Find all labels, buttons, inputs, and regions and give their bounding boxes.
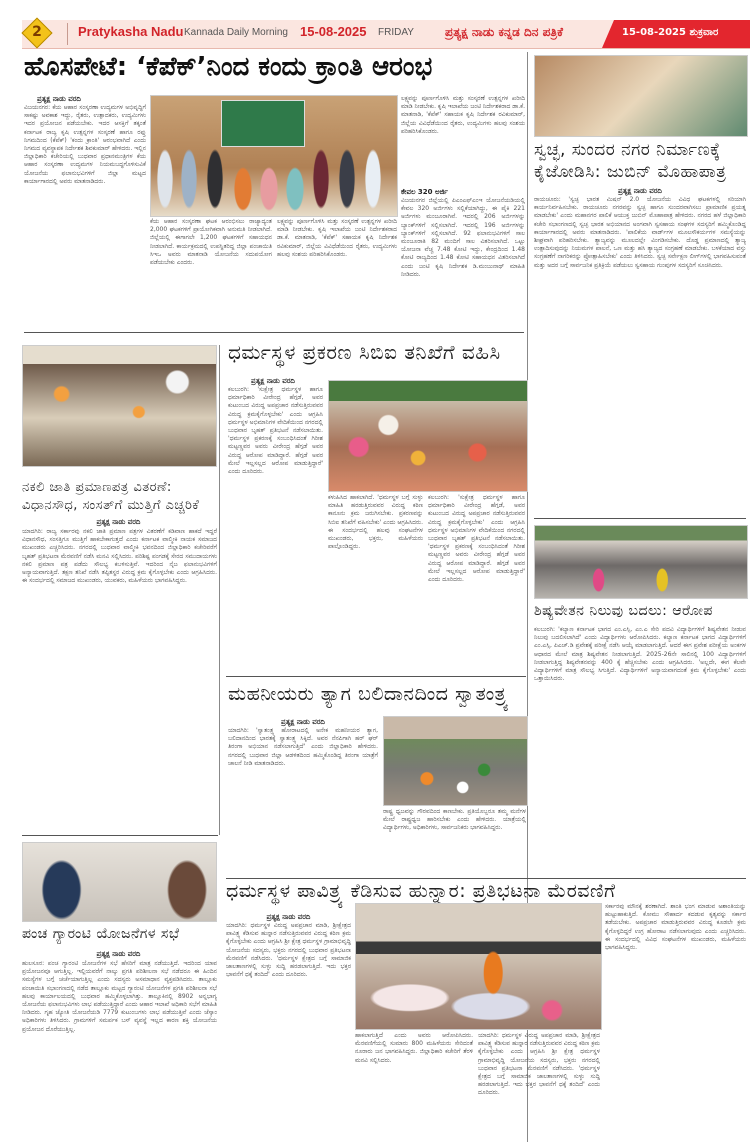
byline-swachh: ಪ್ರತ್ಯಕ್ಷ ನಾಡು ವರದಿ (618, 187, 662, 195)
swachh-photo (534, 55, 748, 137)
scholarship-body: ಕಲಬುರಗಿ: 'ಕಲ್ಯಾಣ ಕರ್ನಾಟಕ ಭಾಗದ ಎಂ.ಎಸ್ಸಿ, ಎಂ.ಎ ಸೇರಿ ಪದವಿ ವಿದ್ಯಾರ್ಥಿಗಳಿಗೆ ಶಿಷ್ಯವೇತನ ನೀಡುವ ನಿಲುವು ಬದಲಿಸಲಾಗಿದೆ' ಎಂದು ವಿದ್ಯಾರ್ಥಿಗಳು ಆರೋಪಿಸಿದರು. ಕಲ್ಯಾಣ ಕರ್ನಾಟಕ ಭಾಗದ ವಿದ್ಯಾರ್ಥಿಗಳಿಗೆ ಎಂ.ಎಸ್ಸಿ, ಪಿಎಚ್.ಡಿ ಪ್ರವೇಶಕ್ಕೆ ಪರೀಕ್ಷೆ ನಡೆಸಿ ಆಯ್ಕೆ ಮಾಡಲಾಗುತ್ತಿದೆ. ಆದರೆ ಈಗ ಪ್ರವೇಶ ಪರೀಕ್ಷೆಯ ಅಂಕಗಳ ಆಧಾರದ ಮೇಲೆ ಮಾತ್ರ ಶಿಷ್ಯವೇತನ ನೀಡಲಾಗುತ್ತಿದೆ. 2025-26ನೇ ಸಾಲಿನಲ್ಲಿ 100 ವಿದ್ಯಾರ್ಥಿಗಳಿಗೆ ನೀಡಲಾಗುತ್ತಿದ್ದ ಶಿಷ್ಯವೇತನವನ್ನು 400 ಕ್ಕೆ ಹೆಚ್ಚಿಸಬೇಕು ಎಂದು ಆಗ್ರಹಿಸಿದರು. 'ಅಲ್ಲದೇ, ಈಗ ಕೆಲವೇ ವಿದ್ಯಾರ್ಥಿಗಳಿಗೆ ಮಾತ್ರ ಸೌಲಭ್ಯ ಸಿಗುತ್ತಿದೆ. ವಿದ್ಯಾರ್ಥಿಗಳಿಗೆ ಅನ್ಯಾಯವಾಗದಂತೆ ಕ್ರಮ ಕೈಗೊಳ್ಳಬೇಕು' ಎಂದು ಒತ್ತಾಯಿಸಿದರು. (534, 626, 746, 683)
section-rule (226, 878, 746, 879)
date-kannada: 15-08-2025 ಶುಕ್ರವಾರ (622, 27, 719, 38)
headline-dharmasthala-cbi: ಧರ್ಮಸ್ಥಳ ಪ್ರಕರಣ ಸಿಬಿಐ ತನಿಖೆಗೆ ವಹಿಸಿ (228, 340, 501, 364)
page-number: 2 (32, 24, 42, 40)
independence-body-1: ಯಾದಗಿರಿ: 'ಸ್ವಾತಂತ್ರ್ಯ ಹೋರಾಟದಲ್ಲಿ ಅನೇಕ ಮಹನೀಯರ ತ್ಯಾಗ, ಬಲಿದಾನದಿಂದ ಭಾರತಕ್ಕೆ ಸ್ವಾತಂತ್ರ್ಯ ಸಿಕ್ಕಿದೆ. ಅವರ ನೆನಪಿಗಾಗಿ ಹರ್ ಘರ್ ತಿರಂಗಾ ಅಭಿಯಾನ ನಡೆಸಲಾಗುತ್ತಿದೆ' ಎಂದು ಜಿಲ್ಲಾಧಿಕಾರಿ ಹೇಳಿದರು. ನಗರದಲ್ಲಿ ಬುಧವಾರ ಜಿಲ್ಲಾ ಆಡಳಿತದಿಂದ ಹಮ್ಮಿಕೊಂಡಿದ್ದ ತಿರಂಗಾ ಯಾತ್ರೆಗೆ ಚಾಲನೆ ನೀಡಿ ಮಾತನಾಡಿದರು. (228, 727, 378, 767)
dharmasthala-protest-photo (355, 903, 602, 1030)
guarantee-photo (22, 842, 217, 922)
paper-day: FRIDAY (378, 27, 414, 38)
headline-kpec: ಹೊಸಪೇಟೆ: ‘ಕೆಪೆಕ್’ನಿಂದ ಕಂದು ಕ್ರಾಂತಿ ಆರಂಭ (24, 52, 433, 82)
paper-name: Pratykasha Nadu (78, 24, 184, 39)
guarantee-body: ಹುಲಸೂರ: ಪಂಚ ಗ್ಯಾರಂಟಿ ಯೋಜನೆಗಳ ಸಭೆ ಹೆಸರಿಗೆ ಮಾತ್ರ ನಡೆಯುತ್ತಿದೆ. ಇದರಿಂದ ಯಾವ ಪ್ರಯೋಜನವೂ ಆಗುತ್ತಿಲ್ಲ. ಇಲ್ಲಿಯವರೆಗೆ ನಾಲ್ಕು ಪ್ರಗತಿ ಪರಿಶೀಲನಾ ಸಭೆ ನಡೆದರೂ ಈ ಹಿಂದಿನ ಸಮಸ್ಯೆಗಳ ಬಗ್ಗೆ ಚರ್ಚೆಯಾಗುತ್ತಿಲ್ಲ ಎಂದು ಸದಸ್ಯರು ಅಸಮಾಧಾನ ವ್ಯಕ್ತಪಡಿಸಿದರು. ತಾಲ್ಲೂಕು ಪಂಚಾಯಿತಿ ಸಭಾಂಗಣದಲ್ಲಿ ನಡೆದ ತಾಲ್ಲೂಕು ಮಟ್ಟದ ಗ್ಯಾರಂಟಿ ಯೋಜನೆಗಳ ಪ್ರಗತಿ ಪರಿಶೀಲನಾ ಸಭೆ ಹಲವು ಕಾರ್ಯಾಲಯದಲ್ಲಿ ಬುಧವಾರ ಹಮ್ಮಿಕೊಳ್ಳಲಾಗಿತ್ತು. ತಾಲ್ಲೂಕಿನಲ್ಲಿ 8902 ಅನ್ನಭಾಗ್ಯ ಯೋಜನೆಯ ಫಲಾನುಭವಿಗಳು ಲಾಭ ಪಡೆಯುತ್ತಿದ್ದಾರೆ ಎಂದು ಆಹಾರ ಇಲಾಖೆ ಅಧಿಕಾರಿ ಸಭೆಗೆ ಮಾಹಿತಿ ನೀಡಿದರು. ಗೃಹ ಜ್ಯೋತಿ ಯೋಜನೆಯಡಿ 7779 ಕುಟುಂಬಗಳು ಲಾಭ ಪಡೆಯುತ್ತಿವೆ ಎಂದು ಜೆಸ್ಕಾಂ ಅಧಿಕಾರಿಗಳು ತಿಳಿಸಿದರು. ಗ್ರಾಮಗಳಿಗೆ ಸಮರ್ಪಕ ಬಸ್ ವ್ಯವಸ್ಥೆ ಇಲ್ಲದ ಕಾರಣ ಶಕ್ತಿ ಯೋಜನೆಯ ಪ್ರಯೋಜನ ದೊರೆಯುತ್ತಿಲ್ಲ. (22, 960, 217, 1033)
headline-fake-caste-line2: ವಿಧಾನಸೌಧ, ಸಂಸತ್‌ಗೆ ಮುತ್ತಿಗೆ ಎಚ್ಚರಿಕೆ (22, 498, 200, 513)
byline-fake-caste: ಪ್ರತ್ಯಕ್ಷ ನಾಡು ವರದಿ (96, 518, 141, 526)
kpec-subhead: ಕೇವಲ 320 ಅರ್ಜಿ (401, 188, 448, 196)
fake-caste-photo (22, 345, 217, 467)
section-rule (24, 332, 524, 333)
swachh-body: ರಾಯಚೂರು: 'ಸ್ವಚ್ಛ ಭಾರತ ಮಿಷನ್ 2.0 ಯೋಜನೆಯ ವಿವಿಧ ಘಟಕಗಳಲ್ಲಿ ಸರಿಯಾಗಿ ಕಾರ್ಯನಿರ್ವಹಿಸಬೇಕು. ರಾಯಚೂರು ನಗರವನ್ನು ಸ್ವಚ್ಛ ಹಾಗೂ ಸುಂದರವಾಗಿಸಲು ಪ್ರಾಮಾಣಿಕ ಪ್ರಯತ್ನ ಮಾಡಬೇಕು' ಎಂದು ಮಹಾನಗರ ಪಾಲಿಕೆ ಆಯುಕ್ತ ಜುಬಿನ್ ಮೊಹಾಪಾತ್ರ ಹೇಳಿದರು. ನಗರದ ಹಳೆ ಜಿಲ್ಲಾಧಿಕಾರಿ ಕಚೇರಿ ಸಭಾಂಗಣದಲ್ಲಿ ಸ್ವಚ್ಛ ಭಾರತ ಅಭಿಯಾನದ ಅಂಗವಾಗಿ ಸ್ವಸಹಾಯ ಸಂಘಗಳ ಸದಸ್ಯರಿಗೆ ಹಮ್ಮಿಕೊಂಡಿದ್ದ ಕಾರ್ಯಾಗಾರದಲ್ಲಿ ಅವರು ಮಾತನಾಡಿದರು. 'ಪಾಲಿಕೆಯ ವಾರ್ಡ್‌ಗಳ ಮೂಲಸೌಕರ್ಯಗಳ ಸಮಸ್ಯೆಯನ್ನು ಶೀಘ್ರವಾಗಿ ಪರಿಹರಿಸಬೇಕು. ತ್ಯಾಜ್ಯವನ್ನು ಮೂಲದಲ್ಲೇ ವಿಂಗಡಿಸಬೇಕು. ದೊಡ್ಡ ಪ್ರಮಾಣದಲ್ಲಿ ತ್ಯಾಜ್ಯ ಉತ್ಪಾದಿಸುವುದನ್ನು ನಿಯಮಗಳ ಪಾಲನೆ, ಒಣ ಮತ್ತು ಹಸಿ ತ್ಯಾಜ್ಯದ ಸಂಗ್ರಹಣೆ ಮಾಡಬೇಕು. ಬಳಕೆಯಾದ ವಸ್ತು ಸಂಗ್ರಹಣೆಗೆ ನಾಗರಿಕರನ್ನು ಪ್ರೋತ್ಸಾಹಿಸಬೇಕು' ಎಂದು ತಿಳಿಸಿದರು. ಸ್ವಚ್ಛ ಸರ್ವೇಕ್ಷಣ ಲೀಗ್‌ಗಳಲ್ಲಿ ಭಾಗವಹಿಸುವಂತೆ ಮತ್ತು ಅದರ ಬಗ್ಗೆ ಸಾರ್ವಜನಿಕ ಪ್ರತಿಕ್ರಿಯೆ ಪಡೆಯಲು ಸ್ವಸಹಾಯ ಗುಂಪುಗಳ ಸದಸ್ಯರಿಗೆ ಸೂಚಿಸಿದರು. (534, 196, 746, 269)
headline-swachh-line1: ಸ್ವಚ್ಛ, ಸುಂದರ ನಗರ ನಿರ್ಮಾಣಕ್ಕೆ (534, 140, 721, 160)
independence-body-2: ರಾಷ್ಟ್ರ ಧ್ವಜವನ್ನು ಗೌರವದಿಂದ ಕಾಣಬೇಕು. ಪ್ರತಿಯೊಬ್ಬರೂ ತಮ್ಮ ಮನೆಗಳ ಮೇಲೆ ರಾಷ್ಟ್ರಧ್ವಜ ಹಾರಿಸಬೇಕು ಎಂದು ಹೇಳಿದರು. ಯಾತ್ರೆಯಲ್ಲಿ ವಿದ್ಯಾರ್ಥಿಗಳು, ಅಧಿಕಾರಿಗಳು, ಸಾರ್ವಜನಿಕರು ಭಾಗವಹಿಸಿದ್ದರು. (383, 808, 526, 832)
paper-subtitle: Kannada Daily Morning (184, 27, 288, 38)
byline-dharmasthala-protest: ಪ್ರತ್ಯಕ್ಷ ನಾಡು ವರದಿ (266, 913, 311, 921)
kpec-body-2b: ಲಕ್ಷ್ಯವನ್ನು ಪೂರ್ಣಗೊಳಿಸಿ ಮತ್ತು ಸಂಸ್ಕರಣೆ ಉತ್ಪನ್ನಗಳ ಖರೀದಿ ಮಾಡಿ ನೀಡಬೇಕು. ಕೃಷಿ ಇಲಾಖೆಯ ಜಂಟಿ ನಿರ್ದೇಶಕರಾದ ಡಾ.ಕೆ. ಮಾತನಾಡಿ, 'ಕೆಪೆಕ್' ಸಹಾಯಕ ಕೃಷಿ ನಿರ್ದೇಶಕ ರವಿಕುಮಾರ್, ಜಿಲ್ಲೆಯ ವಿವಿಧೆಡೆಯಿಂದ ರೈತರು, ಉದ್ಯಮಿಗಳು ಹಲವು ಸಂಶಯ ಪರಿಹರಿಸಿಕೊಂಡರು. (277, 218, 397, 258)
section-rule (534, 518, 746, 519)
headline-swachh-line2: ಕೈಜೋಡಿಸಿ: ಜುಬಿನ್ ಮೊಹಾಪಾತ್ರ (534, 162, 727, 182)
dharmasthala-protest-body-3: ಸರ್ಕಾರವು ಮೌನಕ್ಕೆ ಶರಣಾಗಿದೆ. ಶಾಂತಿ ಭಂಗ ಮಾಡುವ ಅಶಾಂತಿಯನ್ನು ಹುಟ್ಟುಹಾಕುತ್ತಿದೆ. ಕೋಮು ಸೌಹಾರ್ದ ಕದಡುವ ಕೃತ್ಯವನ್ನು ಸರ್ಕಾರ ತಡೆಯಬೇಕು. ಅಪಪ್ರಚಾರ ಮಾಡುತ್ತಿರುವವರ ವಿರುದ್ಧ ಕೂಡಲೇ ಕ್ರಮ ಕೈಗೊಳ್ಳದಿದ್ದರೆ ಉಗ್ರ ಹೋರಾಟ ನಡೆಸಲಾಗುವುದು ಎಂದು ಎಚ್ಚರಿಸಿದರು. ಈ ಸಂದರ್ಭದಲ್ಲಿ ವಿವಿಧ ಸಂಘಟನೆಗಳ ಮುಖಂಡರು, ಮಹಿಳೆಯರು ಭಾಗವಹಿಸಿದ್ದರು. (605, 903, 746, 952)
dharmasthala-cbi-photo (328, 380, 528, 492)
banner-image (221, 100, 305, 147)
dharmasthala-protest-body-2b: ಯಾದಗಿರಿ: ಧರ್ಮಸ್ಥಳ ವಿರುದ್ಧ ಅಪಪ್ರಚಾರ ಮಾಡಿ, ಶ್ರೀಕ್ಷೇತ್ರದ ಪಾವಿತ್ರ್ಯ ಕೆಡಿಸುವ ಹುನ್ನಾರ ನಡೆಸುತ್ತಿರುವವರ ವಿರುದ್ಧ ಕಠಿಣ ಕ್ರಮ ಕೈಗೊಳ್ಳಬೇಕು ಎಂದು ಆಗ್ರಹಿಸಿ ಶ್ರೀ ಕ್ಷೇತ್ರ ಧರ್ಮಸ್ಥಳ ಗ್ರಾಮಾಭಿವೃದ್ಧಿ ಯೋಜನೆಯ ಸದಸ್ಯರು, ಭಕ್ತರು ನಗರದಲ್ಲಿ ಬುಧವಾರ ಪ್ರತಿಭಟನಾ ಮೆರವಣಿಗೆ ನಡೆಸಿದರು. 'ಧರ್ಮಸ್ಥಳ ಕ್ಷೇತ್ರದ ಬಗ್ಗೆ ಸಾಮಾಜಿಕ ಜಾಲತಾಣಗಳಲ್ಲಿ ಸುಳ್ಳು ಸುದ್ದಿ ಹರಡಲಾಗುತ್ತಿದೆ. ಇದು ಭಕ್ತರ ಭಾವನೆಗೆ ಧಕ್ಕೆ ತಂದಿದೆ' ಎಂದು ದೂರಿದರು. (478, 1032, 600, 1097)
byline-dharmasthala-cbi: ಪ್ರತ್ಯಕ್ಷ ನಾಡು ವರದಿ (251, 377, 295, 385)
section-rule (226, 676, 526, 677)
headline-independence: ಮಹನೀಯರು ತ್ಯಾಗ ಬಲಿದಾನದಿಂದ ಸ್ವಾತಂತ್ರ್ಯ (228, 683, 510, 705)
headline-dharmasthala-protest: ಧರ್ಮಸ್ಥಳ ಪಾವಿತ್ರ್ಯ ಕೆಡಿಸುವ ಹುನ್ನಾರ: ಪ್ರತಿಭಟನಾ ಮೆರವಣಿಗೆ (226, 880, 616, 902)
dharmasthala-cbi-body-2: ಕಳುಹಿಸಿದ ಹಾಕಲಾಗಿದೆ. 'ಧರ್ಮಸ್ಥಳ ಬಗ್ಗೆ ಸುಳ್ಳು ಮಾಹಿತಿ ಹರಡುತ್ತಿರುವವರ ವಿರುದ್ಧ ಕಠಿಣ ಕಾನೂನು ಕ್ರಮ ಜರುಗಿಸಬೇಕು. ಪ್ರಕರಣವನ್ನು ಸಿಬಿಐ ತನಿಖೆಗೆ ವಹಿಸಬೇಕು' ಎಂದು ಆಗ್ರಹಿಸಿದರು. ಈ ಸಂದರ್ಭದಲ್ಲಿ ಹಲವು ಸಂಘಟನೆಗಳ ಮುಖಂಡರು, ಭಕ್ತರು, ಮಹಿಳೆಯರು ಪಾಲ್ಗೊಂಡಿದ್ದರು. (328, 494, 423, 551)
byline-kpec: ಪ್ರತ್ಯಕ್ಷ ನಾಡು ವರದಿ (37, 95, 81, 103)
dharmasthala-cbi-body-3: ಕಲಬುರಗಿ: 'ಸುಕ್ಷೇತ್ರ ಧರ್ಮಸ್ಥಳ ಹಾಗೂ ಧರ್ಮಾಧಿಕಾರಿ ವೀರೇಂದ್ರ ಹೆಗ್ಗಡೆ, ಅವರ ಕುಟುಂಬದ ವಿರುದ್ಧ ಅಪಪ್ರಚಾರ ನಡೆಸುತ್ತಿರುವವರ ವಿರುದ್ಧ ಕ್ರಮಕೈಗೊಳ್ಳಬೇಕು' ಎಂದು ಆಗ್ರಹಿಸಿ ಧರ್ಮಸ್ಥಳ ಅಭಿಮಾನಿಗಳ ವೇದಿಕೆಯಿಂದ ನಗರದಲ್ಲಿ ಬುಧವಾರ ಬೃಹತ್ ಪ್ರತಿಭಟನೆ ನಡೆಸಲಾಯಿತು. 'ಧರ್ಮಸ್ಥಳ ಪ್ರಕರಣಕ್ಕೆ ಸಂಬಂಧಿಸಿದಂತೆ ಗಿರೀಶ ಮಟ್ಟಣ್ಣವರ ಅವರು ವೀರೇಂದ್ರ ಹೆಗ್ಗಡೆ ಅವರ ವಿರುದ್ಧ ಆರೋಪ ಮಾಡಿದ್ದಾರೆ. ಹೆಗ್ಗಡೆ ಅವರ ಮೇಲೆ ಇಲ್ಲಸಲ್ಲದ ಆರೋಪ ಮಾಡುತ್ತಿದ್ದಾರೆ' ಎಂದು ದೂರಿದರು. (428, 494, 525, 584)
scholarship-photo (534, 525, 748, 599)
independence-photo (383, 716, 528, 806)
kpec-body-4: ವಿಜಯನಗರ ಜಿಲ್ಲೆಯಲ್ಲಿ ಪಿಎಂಎಫ್‌ಎಂಇ ಯೋಜನೆಯಡಿಯಲ್ಲಿ ಕೇವಲ 320 ಅರ್ಜಿಗಳು ಸಲ್ಲಿಕೆಯಾಗಿದ್ದು, ಈ ಪೈಕಿ 221 ಅರ್ಜಿಗಳು ಮಂಜೂರಾಗಿವೆ. ಇದರಲ್ಲಿ 206 ಅರ್ಜಿಗಳನ್ನು ಬ್ಯಾಂಕ್‌ಗಳಿಗೆ ಸಲ್ಲಿಸಲಾಗಿದೆ. ಇದರಲ್ಲಿ 196 ಅರ್ಜಿಗಳನ್ನು ಬ್ಯಾಂಕ್‌ಗಳಿಗೆ ಸಲ್ಲಿಸಲಾಗಿದೆ. 92 ಫಲಾನುಭವಿಗಳಿಗೆ ಸಾಲ ಮಂಜೂರಾತಿ 82 ಮಂದಿಗೆ ಸಾಲ ವಿತರಿಸಲಾಗಿದೆ. ಒಟ್ಟು ಯೋಜನಾ ವೆಚ್ಚ 7.48 ಕೋಟಿ ಇದ್ದು, ಕೇಂದ್ರದಿಂದ 1.48 ಕೋಟಿ ರಾಜ್ಯದಿಂದ 1.48 ಕೋಟಿ ಸಹಾಯಧನ ವಿತರಿಸಲಾಗಿದೆ ಎಂದು ಜಂಟಿ ಕೃಷಿ ನಿರ್ದೇಶಕ ಡಿ.ಮಂಜುನಾಥ್ ಮಾಹಿತಿ ನೀಡಿದರು. (401, 197, 525, 278)
byline-independence: ಪ್ರತ್ಯಕ್ಷ ನಾಡು ವರದಿ (281, 718, 325, 726)
byline-guarantee: ಪ್ರತ್ಯಕ್ಷ ನಾಡು ವರದಿ (96, 950, 141, 958)
dharmasthala-protest-body-2: ಹಾಕಲಾಗುತ್ತಿದೆ ಎಂದು ಅವರು ಆರೋಪಿಸಿದರು. ಮೆರವಣಿಗೆಯಲ್ಲಿ ಸುಮಾರು 800 ಮಹಿಳೆಯರು ಸೇರಿದಂತೆ ನೂರಾರು ಜನ ಭಾಗವಹಿಸಿದ್ದರು. ಜಿಲ್ಲಾಧಿಕಾರಿ ಕಚೇರಿಗೆ ತೆರಳಿ ಮನವಿ ಸಲ್ಲಿಸಿದರು. (355, 1032, 473, 1064)
headline-guarantee: ಪಂಚ ಗ್ಯಾರಂಟಿ ಯೋಜನೆಗಳ ಸಭೆ (22, 926, 180, 942)
headline-fake-caste-line1: ನಕಲಿ ಜಾತಿ ಪ್ರಮಾಣಪತ್ರ ವಿತರಣೆ: (22, 480, 172, 495)
kpec-photo (150, 95, 398, 217)
paper-date: 15-08-2025 (300, 24, 367, 39)
people-in-photo (153, 141, 395, 211)
dharmasthala-cbi-body-1: ಕಲಬುರಗಿ: 'ಸುಕ್ಷೇತ್ರ ಧರ್ಮಸ್ಥಳ ಹಾಗೂ ಧರ್ಮಾಧಿಕಾರಿ ವೀರೇಂದ್ರ ಹೆಗ್ಗಡೆ, ಅವರ ಕುಟುಂಬದ ವಿರುದ್ಧ ಅಪಪ್ರಚಾರ ನಡೆಸುತ್ತಿರುವವರ ವಿರುದ್ಧ ಕ್ರಮಕೈಗೊಳ್ಳಬೇಕು' ಎಂದು ಆಗ್ರಹಿಸಿ ಧರ್ಮಸ್ಥಳ ಅಭಿಮಾನಿಗಳ ವೇದಿಕೆಯಿಂದ ನಗರದಲ್ಲಿ ಬುಧವಾರ ಬೃಹತ್ ಪ್ರತಿಭಟನೆ ನಡೆಸಲಾಯಿತು. 'ಧರ್ಮಸ್ಥಳ ಪ್ರಕರಣಕ್ಕೆ ಸಂಬಂಧಿಸಿದಂತೆ ಗಿರೀಶ ಮಟ್ಟಣ್ಣವರ ಅವರು ವೀರೇಂದ್ರ ಹೆಗ್ಗಡೆ ಅವರ ವಿರುದ್ಧ ಆರೋಪ ಮಾಡಿದ್ದಾರೆ. ಹೆಗ್ಗಡೆ ಅವರ ಮೇಲೆ ಇಲ್ಲಸಲ್ಲದ ಆರೋಪ ಮಾಡುತ್ತಿದ್ದಾರೆ' ಎಂದು ದೂರಿದರು. (228, 386, 323, 476)
kpec-body-1: ವಿಜಯನಗರ: ಕೆಯ ಆಹಾರ ಸಂಸ್ಕರಣಾ ಉದ್ಯಮಗಳ ಅಭಿವೃದ್ಧಿಗೆ ಸಾಕಷ್ಟು ಅವಕಾಶ ಇದ್ದು, ರೈತರು, ಉತ್ಪಾದಕರು, ಉದ್ಯಮಿಗಳು ಇದರ ಪ್ರಯೋಜನ ಪಡೆಯಬೇಕು. ಇದರ ಆಸಕ್ತಿಗೆ ತಕ್ಕಂತೆ ಕರ್ನಾಟಕ ರಾಜ್ಯ ಕೃಷಿ ಉತ್ಪನ್ನಗಳ ಸಂಸ್ಕರಣೆ ಹಾಗೂ ರಫ್ತು ನಿಗಮದಿಂದ (ಕೆಪೆಕ್) 'ಕಂದು ಕ್ರಾಂತಿ' ಆರಂಭವಾಗಿದೆ ಎಂದು ನಿಗಮದ ವ್ಯವಸ್ಥಾಪಕ ನಿರ್ದೇಶಕ ಶಿವಕುಮಾರ್ ಹೇಳಿದರು. ಇಲ್ಲಿನ ಜಿಲ್ಲಾಧಿಕಾರಿ ಕಚೇರಿಯಲ್ಲಿ ಬುಧವಾರ ಪ್ರಧಾನಮಂತ್ರಿಗಳ ಕೆಯ ಆಹಾರ ಸಂಸ್ಕರಣಾ ಉದ್ಯಮಗಳ ನಿಯಮಬದ್ಧಗೊಳಿಸುವಿಕೆ ಯೋಜನೆಯ ಫಲಾನುಭವಿಗಳಿಗೆ ಜಿಲ್ಲಾ ಮಟ್ಟದ ಕಾರ್ಯಾಗಾರದಲ್ಲಿ ಅವರು ಮಾತನಾಡಿದರು. (24, 104, 146, 185)
kpec-body-2: ಕೆಯ ಆಹಾರ ಸಂಸ್ಕರಣಾ ಘಟಕ ಆರಂಭಿಸಲು ರಾಜ್ಯಾದ್ಯಂತ 2,000 ಘಟಕಗಳಿಗೆ ಪ್ರಾಯೋಗಿಕವಾಗಿ ಅನುಮತಿ ನೀಡಲಾಗಿದೆ. ಜಿಲ್ಲೆಯಲ್ಲಿ ಈಗಾಗಲೇ 1,200 ಘಟಕಗಳಿಗೆ ಸಹಾಯಧನ ನೀಡಲಾಗಿದೆ. ಕಾರ್ಯಕ್ರಮದಲ್ಲಿ ಉಪಸ್ಥಿತರಿದ್ದ ಜಿಲ್ಲಾ ಪಂಚಾಯಿತಿ ಸಿಇಒ ಅವರು ಮಾತನಾಡಿ ಯೋಜನೆಯ ಸದುಪಯೋಗ ಪಡೆಯಬೇಕು ಎಂದರು. (150, 218, 272, 267)
fake-caste-body: ಯಾದಗಿರಿ: ರಾಜ್ಯ ಸರ್ಕಾರವು ನಕಲಿ ಜಾತಿ ಪ್ರಮಾಣ ಪತ್ರಗಳ ವಿತರಣೆಗೆ ಕಡಿವಾಣ ಹಾಕದೆ ಇದ್ದರೆ ವಿಧಾನಸೌಧ, ಸಂಸತ್ತಿಗೂ ಮುತ್ತಿಗೆ ಹಾಕಬೇಕಾಗುತ್ತದೆ ಎಂದು ಕರ್ನಾಟಕ ವಾಲ್ಮೀಕಿ ನಾಯಕ ಸಮಾಜದ ಮುಖಂಡರು ಎಚ್ಚರಿಸಿದರು. ನಗರದಲ್ಲಿ ಬುಧವಾರ ವಾಲ್ಮೀಕಿ ಭವನದಿಂದ ಜಿಲ್ಲಾಧಿಕಾರಿ ಕಚೇರಿವರೆಗೆ ಬೃಹತ್ ಪ್ರತಿಭಟನಾ ಮೆರವಣಿಗೆ ನಡೆಸಿ ಮನವಿ ಸಲ್ಲಿಸಿದರು. ಪರಿಶಿಷ್ಟ ಪಂಗಡಕ್ಕೆ ಸೇರದ ಸಮುದಾಯಗಳು ನಕಲಿ ಪ್ರಮಾಣ ಪತ್ರ ಪಡೆದು ಸೌಲಭ್ಯ ಕಬಳಿಸುತ್ತಿವೆ. ಇದರಿಂದ ನೈಜ ಫಲಾನುಭವಿಗಳಿಗೆ ಅನ್ಯಾಯವಾಗುತ್ತಿದೆ. ತಕ್ಷಣ ತನಿಖೆ ನಡೆಸಿ ತಪ್ಪಿತಸ್ಥರ ವಿರುದ್ಧ ಕ್ರಮ ಕೈಗೊಳ್ಳಬೇಕು ಎಂದು ಆಗ್ರಹಿಸಿದರು. ಈ ಸಂದರ್ಭದಲ್ಲಿ ಸಮಾಜದ ಮುಖಂಡರು, ಯುವಕರು, ಮಹಿಳೆಯರು ಭಾಗವಹಿಸಿದ್ದರು. (22, 528, 217, 585)
headline-scholarship: ಶಿಷ್ಯವೇತನ ನಿಲುವು ಬದಲು: ಆರೋಪ (534, 603, 713, 619)
column-divider (219, 345, 220, 835)
paper-name-kannada: ಪ್ರತ್ಯಕ್ಷ ನಾಡು ಕನ್ನಡ ದಿನ ಪತ್ರಿಕೆ (445, 25, 564, 39)
dharmasthala-protest-body-1: ಯಾದಗಿರಿ: ಧರ್ಮಸ್ಥಳ ವಿರುದ್ಧ ಅಪಪ್ರಚಾರ ಮಾಡಿ, ಶ್ರೀಕ್ಷೇತ್ರದ ಪಾವಿತ್ರ್ಯ ಕೆಡಿಸುವ ಹುನ್ನಾರ ನಡೆಸುತ್ತಿರುವವರ ವಿರುದ್ಧ ಕಠಿಣ ಕ್ರಮ ಕೈಗೊಳ್ಳಬೇಕು ಎಂದು ಆಗ್ರಹಿಸಿ ಶ್ರೀ ಕ್ಷೇತ್ರ ಧರ್ಮಸ್ಥಳ ಗ್ರಾಮಾಭಿವೃದ್ಧಿ ಯೋಜನೆಯ ಸದಸ್ಯರು, ಭಕ್ತರು ನಗರದಲ್ಲಿ ಬುಧವಾರ ಪ್ರತಿಭಟನಾ ಮೆರವಣಿಗೆ ನಡೆಸಿದರು. 'ಧರ್ಮಸ್ಥಳ ಕ್ಷೇತ್ರದ ಬಗ್ಗೆ ಸಾಮಾಜಿಕ ಜಾಲತಾಣಗಳಲ್ಲಿ ಸುಳ್ಳು ಸುದ್ದಿ ಹರಡಲಾಗುತ್ತಿದೆ. ಇದು ಭಕ್ತರ ಭಾವನೆಗೆ ಧಕ್ಕೆ ತಂದಿದೆ' ಎಂದು ದೂರಿದರು. (226, 922, 351, 979)
masthead-divider (67, 23, 68, 45)
section-rule (22, 835, 218, 836)
kpec-body-3: ಲಕ್ಷ್ಯವನ್ನು ಪೂರ್ಣಗೊಳಿಸಿ ಮತ್ತು ಸಂಸ್ಕರಣೆ ಉತ್ಪನ್ನಗಳ ಖರೀದಿ ಮಾಡಿ ನೀಡಬೇಕು. ಕೃಷಿ ಇಲಾಖೆಯ ಜಂಟಿ ನಿರ್ದೇಶಕರಾದ ಡಾ.ಕೆ. ಮಾತನಾಡಿ, 'ಕೆಪೆಕ್' ಸಹಾಯಕ ಕೃಷಿ ನಿರ್ದೇಶಕ ರವಿಕುಮಾರ್, ಜಿಲ್ಲೆಯ ವಿವಿಧೆಡೆಯಿಂದ ರೈತರು, ಉದ್ಯಮಿಗಳು ಹಲವು ಸಂಶಯ ಪರಿಹರಿಸಿಕೊಂಡರು. (401, 95, 525, 135)
